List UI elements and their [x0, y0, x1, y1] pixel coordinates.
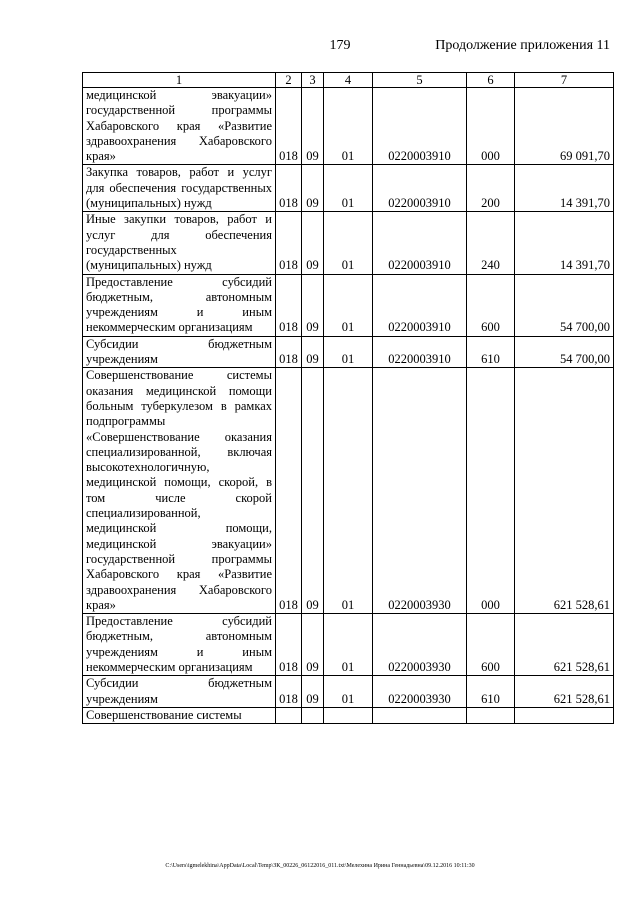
- continuation-heading: Продолжение приложения 11: [435, 38, 610, 53]
- target-article: 0220003930: [373, 614, 467, 676]
- column-number-row: [83, 73, 614, 88]
- column-header: 5: [373, 73, 467, 88]
- empty-cell: [302, 707, 324, 723]
- subsection-code: 01: [324, 274, 373, 336]
- column-header: 7: [515, 73, 614, 88]
- row-name: Иные закупки товаров, работ и услуг для обеспечения государственных (муниципальных) нужд: [83, 212, 276, 274]
- section-code: 09: [302, 336, 324, 368]
- table-row: [83, 212, 614, 274]
- empty-cell: [276, 707, 302, 723]
- amount: 621 528,61: [515, 614, 614, 676]
- expense-type: 610: [467, 676, 515, 708]
- ministry-code: 018: [276, 274, 302, 336]
- amount: 621 528,61: [515, 368, 614, 614]
- target-article: 0220003910: [373, 212, 467, 274]
- expense-type: 600: [467, 274, 515, 336]
- column-header: 1: [83, 73, 276, 88]
- target-article: 0220003910: [373, 274, 467, 336]
- amount: 54 700,00: [515, 274, 614, 336]
- row-name: медицинской эвакуации» государственной программы Хабаровского края «Развитие здравоохранения Хабаровского края»: [83, 88, 276, 165]
- expense-type: 000: [467, 368, 515, 614]
- expense-type: 000: [467, 88, 515, 165]
- target-article: 0220003910: [373, 88, 467, 165]
- amount: 14 391,70: [515, 165, 614, 212]
- target-article: 0220003930: [373, 368, 467, 614]
- empty-cell: [467, 707, 515, 723]
- row-name: Совершенствование системы: [83, 707, 276, 723]
- subsection-code: 01: [324, 614, 373, 676]
- subsection-code: 01: [324, 88, 373, 165]
- ministry-code: 018: [276, 88, 302, 165]
- expense-type: 600: [467, 614, 515, 676]
- table-row: [83, 676, 614, 708]
- amount: 54 700,00: [515, 336, 614, 368]
- section-code: 09: [302, 212, 324, 274]
- row-name: Совершенствование системы оказания медицинской помощи больным туберкулезом в рамках подпрограммы «Совершенствование оказания специализированной, включая высокотехнологичную, медицинской помощи, скорой, в том числе скорой специализированной, медицинской помощи, медицинской эвакуации» государственной программы Хабаровского края «Развитие здравоохранения Хабаровского края»: [83, 368, 276, 614]
- row-name: Предоставление субсидий бюджетным, автономным учреждениям и иным некоммерческим организациям: [83, 274, 276, 336]
- section-code: 09: [302, 368, 324, 614]
- amount: 621 528,61: [515, 676, 614, 708]
- budget-table: [82, 72, 614, 724]
- section-code: 09: [302, 614, 324, 676]
- column-header: 6: [467, 73, 515, 88]
- target-article: 0220003930: [373, 676, 467, 708]
- subsection-code: 01: [324, 368, 373, 614]
- row-name: Субсидии бюджетным учреждениям: [83, 676, 276, 708]
- section-code: 09: [302, 274, 324, 336]
- ministry-code: 018: [276, 676, 302, 708]
- expense-type: 610: [467, 336, 515, 368]
- column-header: 2: [276, 73, 302, 88]
- section-code: 09: [302, 676, 324, 708]
- table-row: [83, 368, 614, 614]
- section-code: 09: [302, 88, 324, 165]
- column-header: 3: [302, 73, 324, 88]
- target-article: 0220003910: [373, 336, 467, 368]
- subsection-code: 01: [324, 336, 373, 368]
- amount: 14 391,70: [515, 212, 614, 274]
- row-name: Субсидии бюджетным учреждениям: [83, 336, 276, 368]
- column-header: 4: [324, 73, 373, 88]
- empty-cell: [373, 707, 467, 723]
- amount: 69 091,70: [515, 88, 614, 165]
- ministry-code: 018: [276, 336, 302, 368]
- empty-cell: [324, 707, 373, 723]
- subsection-code: 01: [324, 165, 373, 212]
- footer-file-path: C:\Users\igmelekhina\AppData\Local\Temp\ЗК_00226_06122016_011.txt\Мелехина Ирина Геннадьевна\09.12.2016 10:11:30: [165, 863, 475, 869]
- page-number: 179: [329, 38, 351, 53]
- empty-cell: [515, 707, 614, 723]
- subsection-code: 01: [324, 676, 373, 708]
- row-name: Закупка товаров, работ и услуг для обеспечения государственных (муниципальных) нужд: [83, 165, 276, 212]
- table-row: [83, 165, 614, 212]
- row-name: Предоставление субсидий бюджетным, автономным учреждениям и иным некоммерческим организациям: [83, 614, 276, 676]
- section-code: 09: [302, 165, 324, 212]
- ministry-code: 018: [276, 165, 302, 212]
- target-article: 0220003910: [373, 165, 467, 212]
- table-row-continued: [83, 707, 614, 723]
- table-row: [83, 336, 614, 368]
- table-row: [83, 614, 614, 676]
- table-row: [83, 88, 614, 165]
- ministry-code: 018: [276, 368, 302, 614]
- expense-type: 200: [467, 165, 515, 212]
- table-row: [83, 274, 614, 336]
- expense-type: 240: [467, 212, 515, 274]
- ministry-code: 018: [276, 212, 302, 274]
- ministry-code: 018: [276, 614, 302, 676]
- subsection-code: 01: [324, 212, 373, 274]
